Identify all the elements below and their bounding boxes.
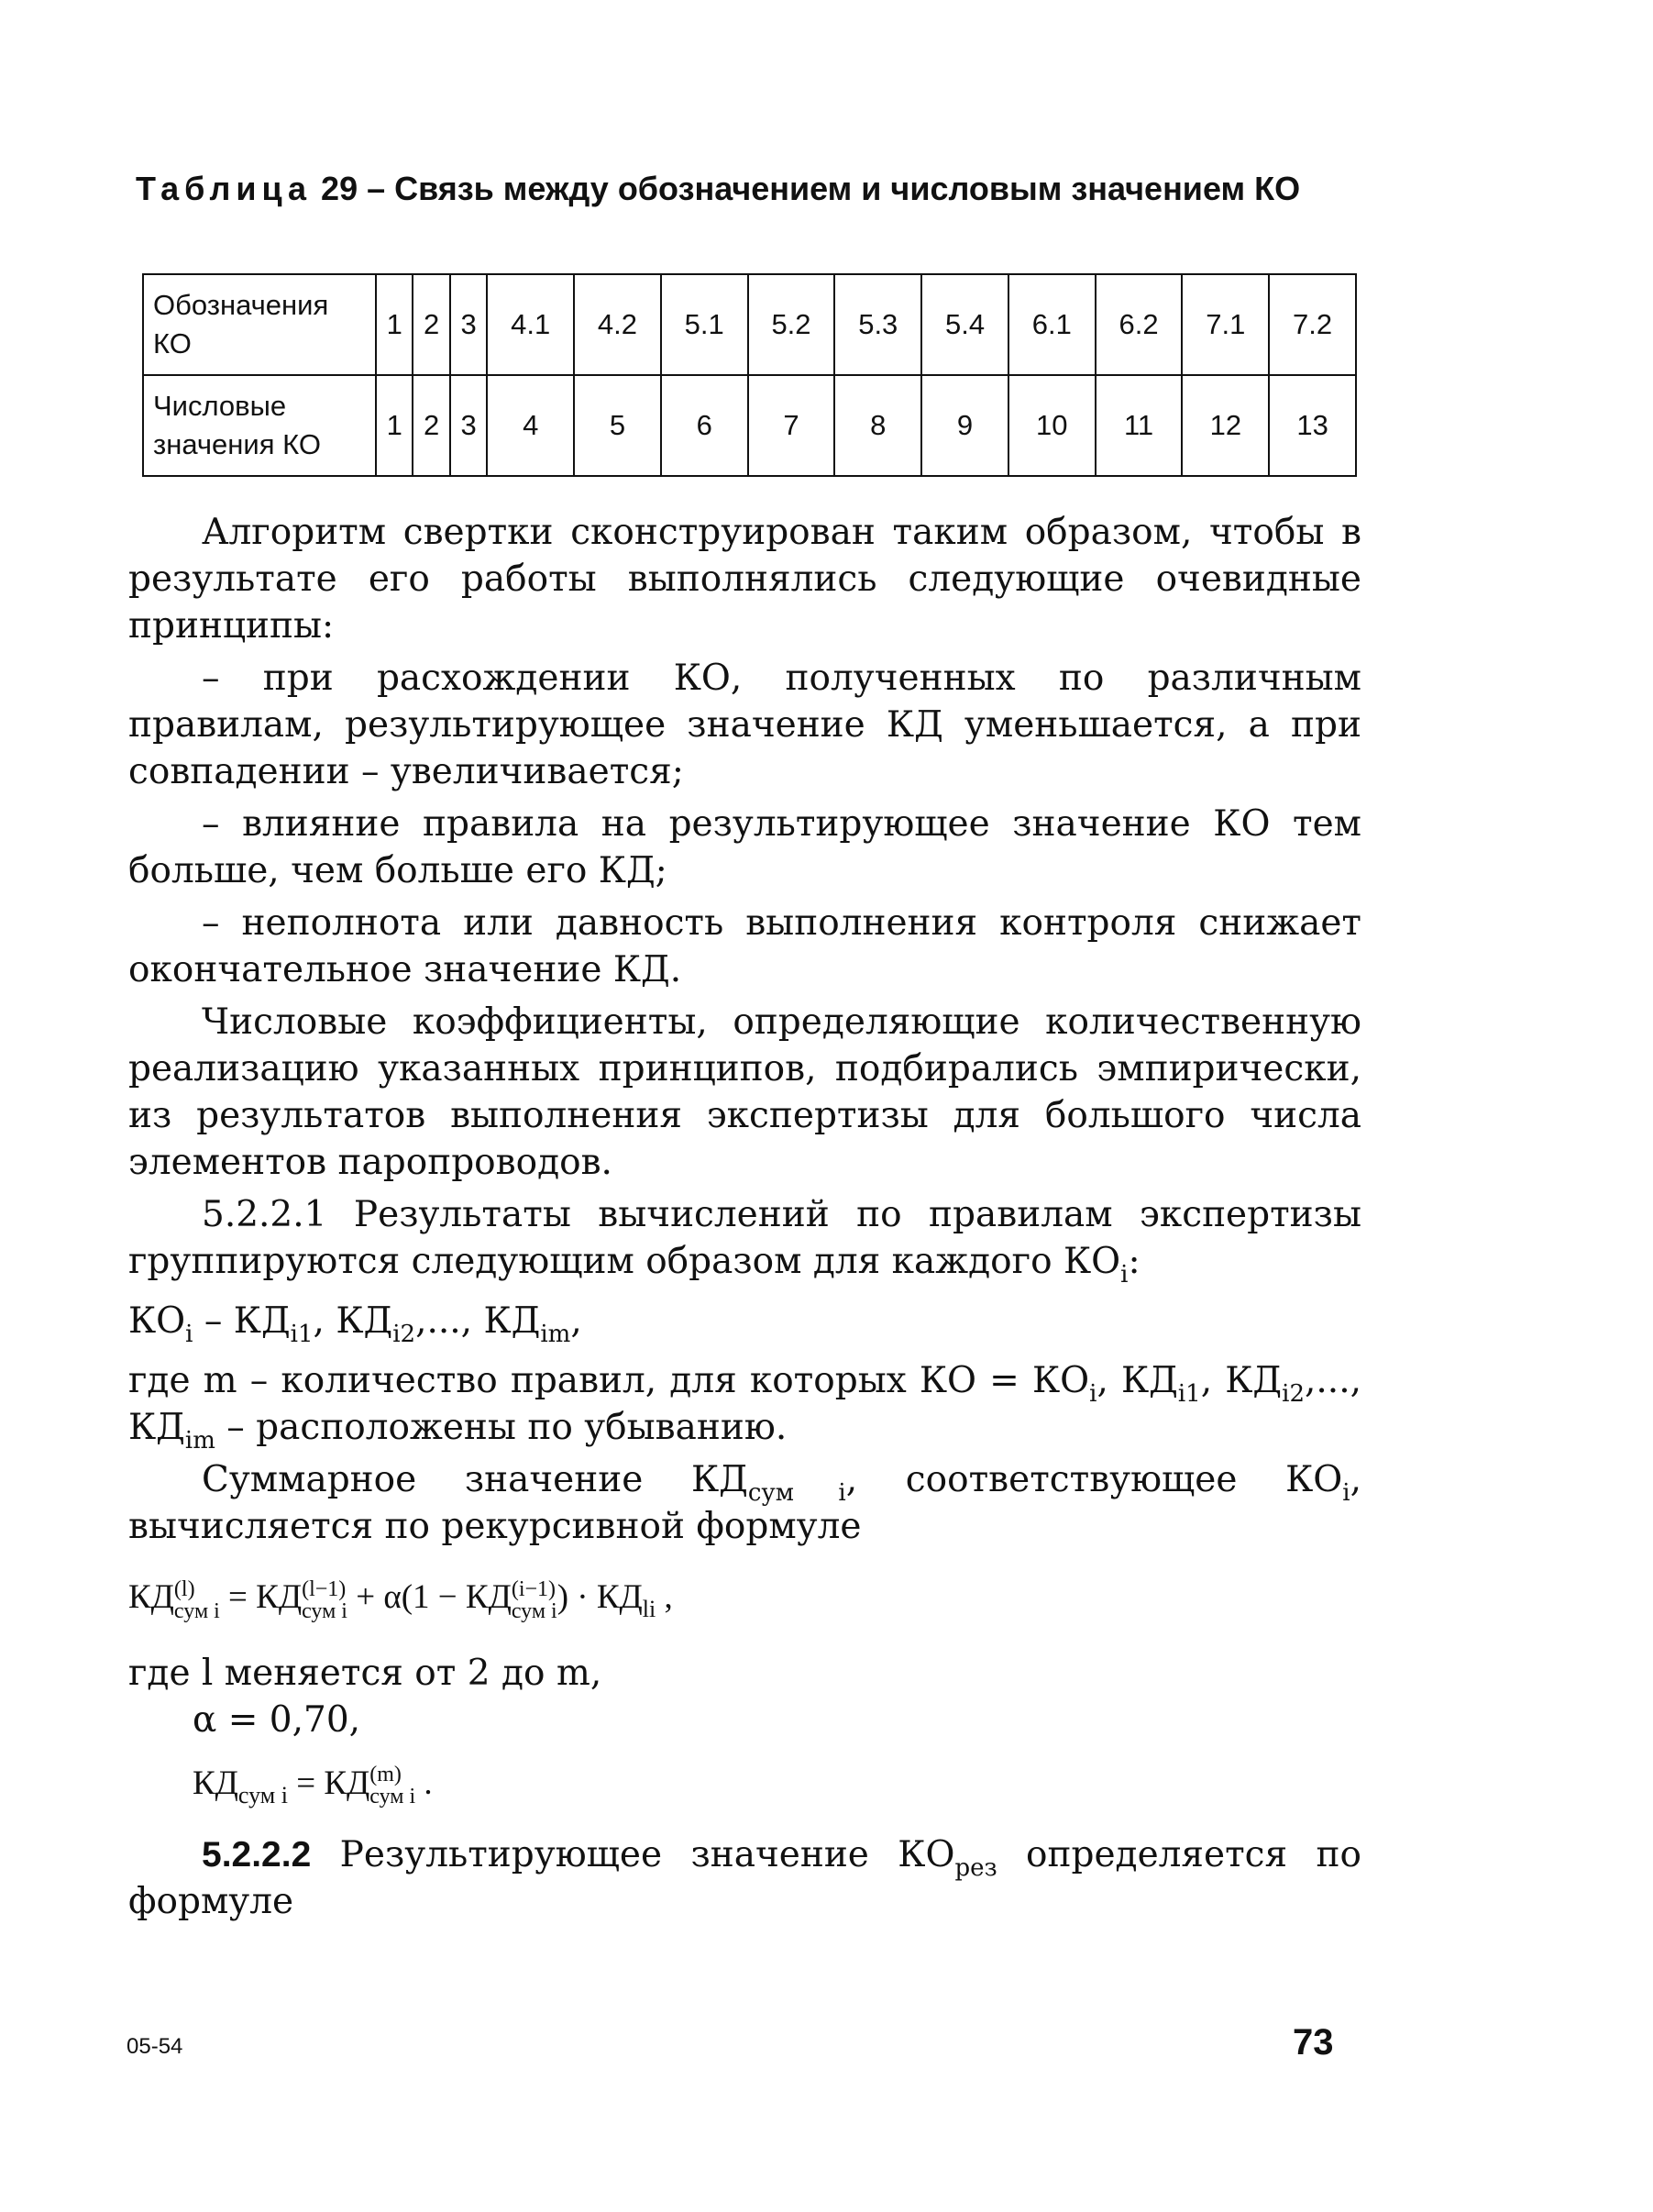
table-row-designations <box>143 274 1356 375</box>
text-run: Суммарное значение КД <box>202 1459 748 1500</box>
row-header: Числовые значения КО <box>143 375 376 476</box>
table-cell: 7.2 <box>1269 274 1356 375</box>
alpha-value: α = 0,70, <box>193 1698 361 1741</box>
formula-recursive: КД (l) сум i = КД (l−1) сум i + α(1 − КД (i−1) сум i ) · $КД_{li}$ , <box>128 1576 673 1623</box>
text-run: , вычисляется по рекурсивной формуле <box>128 1459 1361 1547</box>
table-row-values <box>143 375 1356 476</box>
table-caption <box>136 163 1355 215</box>
formula-grouping: $КО_i - КД_{i1}$, $КД_{i2}$,..., $КД_{im}$, <box>128 1300 582 1348</box>
caption-text: 29 – Связь между обозначением и числовым значением КО <box>312 170 1301 207</box>
paragraph: – при расхождении КО, полученных по различным правилам, результирующее значение КД уменьшается, а при совпадении – увеличивается; <box>128 658 1361 792</box>
text-run: , соответствующее КО <box>845 1459 1343 1500</box>
table-cell: 6.2 <box>1096 274 1183 375</box>
paragraph <box>128 1191 1361 1288</box>
caption-label: Таблица <box>136 170 313 207</box>
table-cell: 8 <box>834 375 921 476</box>
table-cell: 6.1 <box>1008 274 1096 375</box>
table-cell: 2 <box>413 274 449 375</box>
table-cell: 5.1 <box>661 274 748 375</box>
table-cell: 12 <box>1182 375 1269 476</box>
table-cell: 9 <box>921 375 1008 476</box>
paragraph: где l меняется от 2 до m, <box>128 1652 602 1694</box>
paragraph: где m – количество правил, для которых КО = $КО_i$, $КД_{i1}$, $КД_{i2}$,..., $КД_{im}$ – расположены по убыванию. <box>128 1360 1361 1454</box>
table-cell: 7 <box>748 375 835 476</box>
text-run: Результирующее значение КО <box>311 1834 955 1876</box>
ko-table <box>142 273 1357 477</box>
paragraph: – неполнота или давность выполнения контроля снижает окончательное значение КД. <box>128 902 1361 990</box>
table-cell: 1 <box>376 375 413 476</box>
table-cell: 5.4 <box>921 274 1008 375</box>
text-run: : <box>1128 1241 1141 1282</box>
table-cell: 5.3 <box>834 274 921 375</box>
text-run: 5.2.2.1 Результаты вычислений по правилам экспертизы группируются следующим образом для каждого КО <box>128 1194 1361 1282</box>
row-header: Обозначения КО <box>143 274 376 375</box>
text-run: где m – количество правил, для которых КО = КО <box>128 1360 1090 1401</box>
table-cell: 1 <box>376 274 413 375</box>
table-cell: 6 <box>661 375 748 476</box>
table-cell: 13 <box>1269 375 1356 476</box>
table-cell: 4 <box>487 375 574 476</box>
table-cell: 4.2 <box>574 274 661 375</box>
table-cell: 2 <box>413 375 449 476</box>
table-cell: 7.1 <box>1182 274 1269 375</box>
paragraph: – влияние правила на результирующее значение КО тем больше, чем больше его КД; <box>128 803 1361 891</box>
table-cell: 5.2 <box>748 274 835 375</box>
table-cell: 11 <box>1096 375 1183 476</box>
paragraph: Числовые коэффициенты, определяющие количественную реализацию указанных принципов, подбирались эмпирически, из результатов выполнения экспертизы для большого числа элементов паропроводов. <box>128 1001 1361 1183</box>
document-code: 05-54 <box>127 2034 183 2059</box>
paragraph: 5.2.2.2 Результирующее значение $КО_{рез}$ определяется по формуле <box>128 1834 1361 1923</box>
paragraph: Алгоритм свертки сконструирован таким образом, чтобы в результате его работы выполнялись следующие очевидные принципы: <box>128 512 1361 647</box>
page-number: 73 <box>1293 2022 1334 2063</box>
table-cell: 3 <box>450 375 487 476</box>
subscript: i <box>1120 1261 1129 1288</box>
paragraph: Суммарное значение $КД_{сум i}$, соответствующее $КО_i$, вычисляется по рекурсивной формуле <box>128 1459 1361 1547</box>
table-cell: 5 <box>574 375 661 476</box>
table-cell: 4.1 <box>487 274 574 375</box>
formula-final: $КД_{сум i}$ = КД (m) сум i . <box>193 1763 433 1809</box>
body-text <box>128 509 1361 1925</box>
text-run: , КД <box>1096 1360 1178 1401</box>
table-cell: 3 <box>450 274 487 375</box>
text-run: – расположены по убыванию. <box>215 1407 788 1448</box>
text-run: определяется по формуле <box>128 1834 1361 1923</box>
table-cell: 10 <box>1008 375 1096 476</box>
